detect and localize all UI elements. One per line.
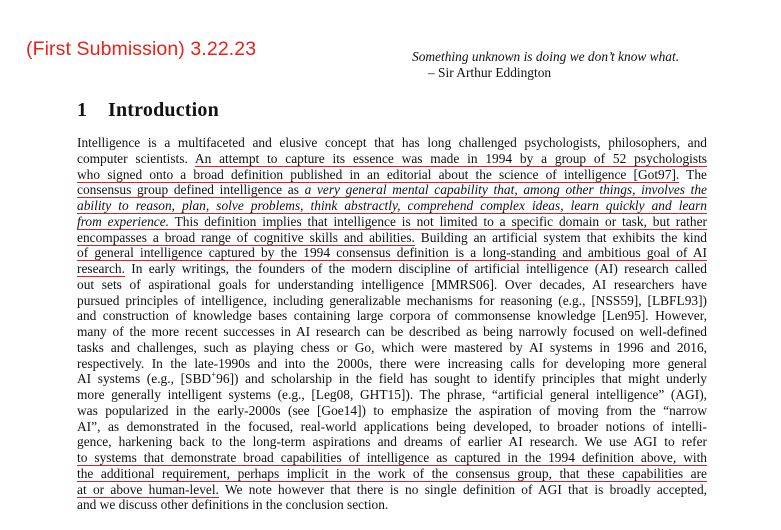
- text-line: [77, 482, 707, 498]
- handwritten-annotation: (First Submission) 3.22.23: [26, 38, 257, 60]
- text-line: [77, 308, 707, 324]
- highlighted-text: An attempt to capture its essence was made in 1994 by a group of 52 psychologists: [194, 150, 708, 166]
- highlighted-text: ability to reason, plan, solve problems, think abstractly, comprehend complex ideas, learn quickly and learn: [77, 198, 707, 213]
- text-line: [77, 434, 707, 450]
- highlighted-text: from experience.: [77, 213, 169, 229]
- text-span: respectively. In the late-1990s and into the 2000s, there were increasing calls for developing more general: [77, 355, 707, 371]
- text-line: [77, 261, 707, 277]
- text-span: and construction of knowledge bases containing large corpora of commonsense knowledge [Len95]. However,: [77, 308, 707, 324]
- text-line: [77, 245, 707, 261]
- text-line: [77, 419, 707, 435]
- text-span: The: [679, 166, 707, 182]
- body-paragraph: [77, 135, 707, 513]
- highlighted-text: to systems that demonstrate broad capabilities of intelligence as captured in the 1994 definition above, with: [77, 450, 707, 465]
- text-line: [77, 403, 707, 419]
- text-span: Intelligence is a multifaceted and elusive concept that has long challenged psychologists, philosophers, and: [77, 135, 707, 150]
- text-span: Building an artificial system that exhibits the kind: [414, 229, 707, 245]
- text-line: [77, 167, 707, 183]
- section-heading: [77, 99, 219, 122]
- text-line: [77, 497, 707, 513]
- text-span: and we discuss other definitions in the conclusion section.: [77, 497, 389, 513]
- epigraph: [412, 49, 679, 81]
- text-line: [77, 466, 707, 482]
- text-span: more generally intelligent systems (e.g., [Leg08, GHT15]). The phrase, “artificial general intelligence” (AGI),: [77, 387, 707, 402]
- text-span: 96]) and scholarship in the field has sought to identify principles that might underly: [216, 371, 707, 387]
- text-line: [77, 135, 707, 151]
- epigraph-quote: Something unknown is doing we don’t know what.: [412, 49, 680, 64]
- text-line: [77, 214, 707, 230]
- highlighted-text: encompasses a broad range of cognitive skills and abilities.: [77, 229, 415, 245]
- text-span: pursued principles of intelligence, including generalizable mechanisms for reasoning (e.g., [NSS59], [LBFL93]): [77, 292, 707, 308]
- section-number: 1: [77, 99, 88, 121]
- text-span: gence, harkening back to the long-term aspirations and dreams of earlier AI research. We use AGI to refer: [77, 434, 707, 450]
- highlighted-text: This definition implies that intelligence is not limited to a specific domain or task, but rather: [169, 213, 707, 229]
- highlighted-text: of general intelligence captured by the 1994 consensus definition is a long-standing and ambitious goal of AI: [77, 245, 707, 261]
- epigraph-author: – Sir Arthur Eddington: [428, 65, 552, 80]
- text-line: [77, 340, 707, 356]
- highlighted-text: research.: [77, 261, 125, 276]
- highlighted-text: the additional requirement, perhaps implicit in the work of the consensus group, that these capabilities are: [77, 465, 707, 481]
- text-line: [77, 277, 707, 293]
- text-line: [77, 230, 707, 246]
- highlighted-text: at or above human-level.: [77, 481, 219, 497]
- superscript: +: [211, 369, 217, 380]
- text-line: [77, 324, 707, 340]
- text-line: [77, 450, 707, 466]
- text-line: [77, 293, 707, 309]
- highlighted-text: a very general mental capability that, among other things, involves the: [304, 182, 707, 198]
- text-span: AI”, as demonstrated in the focused, real-world applications being developed, to broader notions of intelli-: [77, 418, 707, 434]
- text-span: many of the more recent successes in AI research can be described as being narrowly focused on well-defined: [77, 324, 707, 339]
- highlighted-text: consensus group defined intelligence as: [77, 182, 305, 198]
- section-title: Introduction: [108, 99, 219, 121]
- text-line: [77, 371, 707, 387]
- text-span: out sets of aspirational goals for understanding intelligence [MMRS06]. Over decades, AI researchers have: [77, 276, 707, 292]
- text-span: was popularized in the early-2000s (see [Goe14]) to emphasize the aspiration of moving from the “narrow: [77, 402, 707, 418]
- highlighted-text: who signed onto a broad definition published in an editorial about the science of intelligence [Got97].: [77, 166, 680, 182]
- text-line: [77, 356, 707, 372]
- text-span: In early writings, the founders of the modern discipline of artificial intelligence (AI) research called: [124, 261, 707, 276]
- text-span: AI systems (e.g., [SBD: [77, 371, 212, 387]
- text-line: [77, 182, 707, 198]
- text-span: computer scientists.: [77, 150, 195, 166]
- text-line: [77, 151, 707, 167]
- text-span: tasks and challenges, such as playing chess or Go, which were mastered by AI systems in 1996 and 2016,: [77, 339, 707, 355]
- text-span: We note however that there is no single definition of AGI that is broadly accepted,: [218, 481, 707, 497]
- text-line: [77, 198, 707, 214]
- text-line: [77, 387, 707, 403]
